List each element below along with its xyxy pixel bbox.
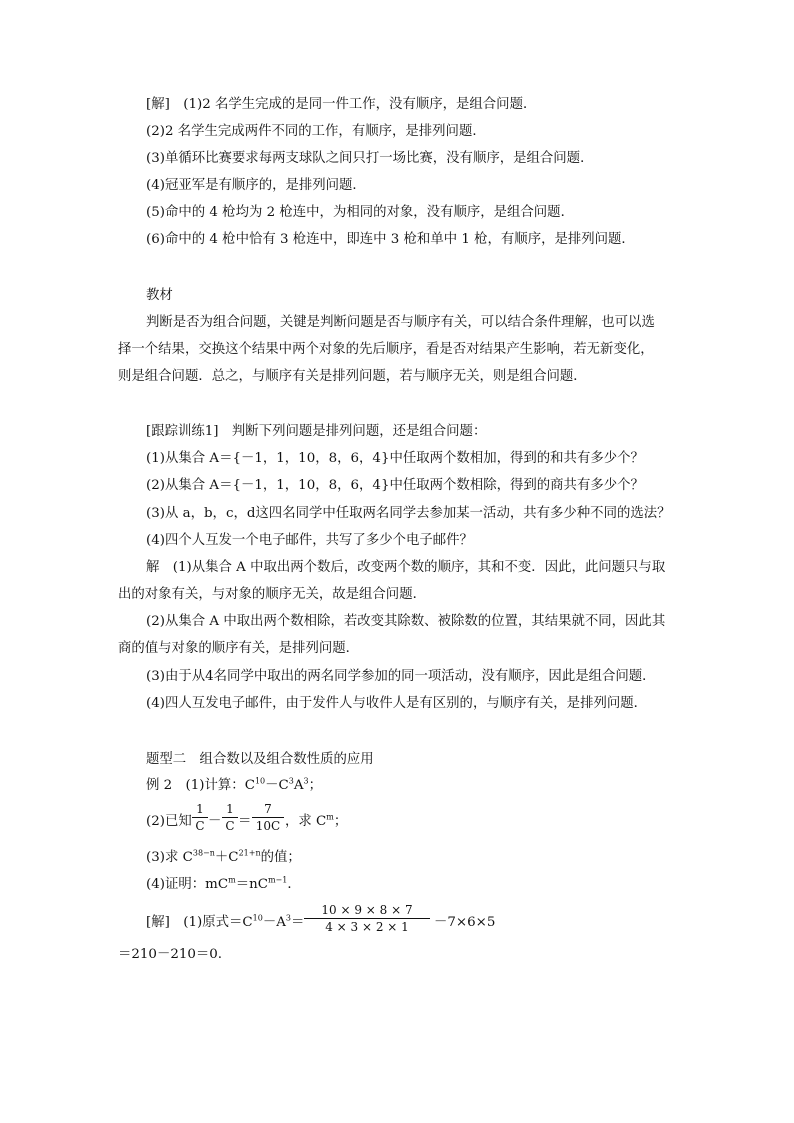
practice-a4: (4)四人互发电子邮件，由于发件人与收件人是有区别的，与顺序有关，是排列问题． [146,696,648,711]
example2-item1: 例 2 (1)计算：$C^{10}-C^3A^3$； [146,776,323,793]
example2-item3: (3)求 $C^{38-n}+C^{21+n}$的值； [146,848,301,865]
practice-a3: (3)由于从4名同学中取出的两名同学参加的同一项活动，没有顺序，因此是组合问题． [146,669,656,684]
fraction-4: 10 × 9 × 8 × 7 4 × 3 × 2 × 1 [304,903,430,934]
textbook-line-1: 判断是否为组合问题，关键是判断问题是否与顺序有关，可以结合条件理解，也可以选 [146,315,655,330]
textbook-line-3: 则是组合问题．总之，与顺序有关是排列问题，若与顺序无关，则是组合问题． [118,369,587,384]
example2-item2-prefix: (2)已知 [146,814,192,829]
fraction-1: 1 C [192,802,208,833]
solution2-tail: －7×6×5 [434,915,496,930]
textbook-title: 教材 [146,288,173,303]
solution-line-1: [解] (1)2 名学生完成的是同一件工作，没有顺序，是组合问题． [146,97,537,112]
fraction-2: 1 C [222,802,238,833]
solution2-result: ＝210－210＝0. [118,947,223,962]
type2-title: 题型二 组合数以及组合数性质的应用 [146,752,374,767]
example2-item2-suffix: ，求 $C^m$； [285,812,348,829]
fraction-3: 7 10C [252,802,284,833]
practice-q1: (1)从集合 A＝{－1，1，10，8，6，4}中任取两个数相加，得到的和共有多少个？ [146,451,644,466]
practice-q3: (3)从 a，b，c，d这四名同学中任取两名同学去参加某一活动，共有多少种不同的选法？ [146,506,671,521]
textbook-line-2: 择一个结果，交换这个结果中两个对象的先后顺序，看是否对结果产生影响，若无新变化， [118,342,654,357]
solution2-prefix: [解] (1)原式$=C^{10}-A^3=$ [146,913,305,930]
practice-q4: (4)四个人互发一个电子邮件，共写了多少个电子邮件？ [146,533,473,548]
solution-line-2: (2)2 名学生完成两件不同的工作，有顺序，是排列问题． [146,124,486,139]
solution-line-5: (5)命中的 4 枪均为 2 枪连中，为相同的对象，没有顺序，是组合问题． [146,205,574,220]
practice-q2: (2)从集合 A＝{－1，1，10，8，6，4}中任取两个数相除，得到的商共有多少个？ [146,478,644,493]
practice-a2-line2: 商的值与对象的顺序有关，是排列问题． [118,641,360,656]
equals-sign: ＝ [238,814,252,829]
solution-line-6: (6)命中的 4 枪中恰有 3 枪连中，即连中 3 枪和单中 1 枪，有顺序，是排列问题． [146,232,635,247]
practice-a1-line1: 解 (1)从集合 A 中取出两个数后，改变两个数的顺序，其和不变．因此，此问题只与取 [146,560,666,575]
example2-item4: (4)证明：$mC^m=nC^{m-1}$． [146,875,301,892]
practice-heading: [跟踪训练1] 判断下列问题是排列问题，还是组合问题： [146,424,487,439]
solution-line-4: (4)冠亚军是有顺序的，是排列问题． [146,178,366,193]
minus-sign: － [208,814,222,829]
practice-a2-line1: (2)从集合 A 中取出两个数相除，若改变其除数、被除数的位置，其结果就不同，因此其 [146,614,666,629]
practice-a1-line2: 出的对象有关，与对象的顺序无关，故是组合问题． [118,587,426,602]
solution-line-3: (3)单循环比赛要求每两支球队之间只打一场比赛，没有顺序，是组合问题． [146,151,594,166]
